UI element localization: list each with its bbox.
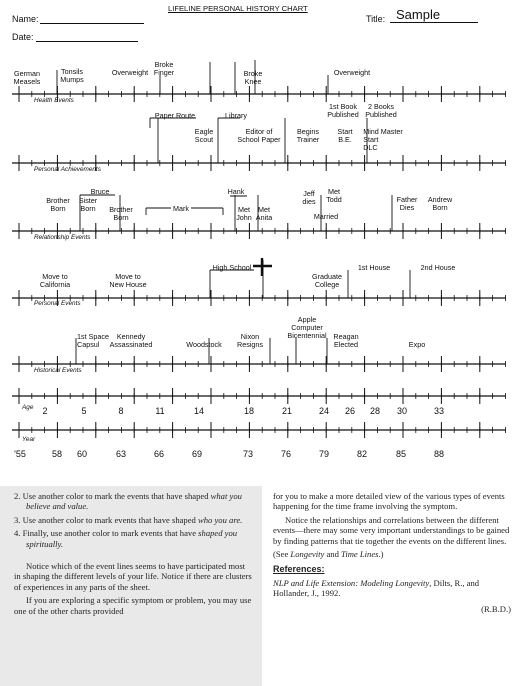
year-label: 88 [433, 449, 445, 459]
event-eagle-scout: Eagle Scout [194, 127, 214, 144]
year-label: 76 [280, 449, 292, 459]
event-german-measels: German Measels [13, 69, 41, 86]
event-move-new-house: Move to New House [109, 272, 147, 289]
band-label-age: Age [22, 404, 34, 411]
relationships-paragraph: Notice the relationships and correlations between the different events—there may some very important understandings to be gained by finding patterns that tie together the events on the different lines. [273, 514, 510, 546]
signature: (R.B.D.) [481, 603, 511, 614]
year-label: 79 [318, 449, 330, 459]
event-overweight-1: Overweight [111, 68, 149, 77]
instruction-4: 4. Finally, use another color to mark events that have shaped you spiritually. [14, 528, 238, 549]
title-value[interactable]: Sample [396, 7, 441, 22]
age-label: 33 [433, 406, 445, 416]
references-heading: References: [273, 564, 325, 575]
event-broke-finger: Broke Finger [153, 60, 175, 77]
event-expo: Expo [408, 340, 426, 349]
age-label: 2 [42, 406, 48, 416]
date-label: Date: [12, 32, 34, 42]
age-label: 11 [155, 406, 165, 416]
event-tonsils-mumps: Tonsils Mumps [60, 67, 84, 84]
age-label: 5 [81, 406, 87, 416]
event-1st-space-capsul: 1st Space Capsul [77, 332, 109, 349]
event-met-anita: Met Anita [255, 205, 273, 222]
event-2-books: 2 Books Published [365, 102, 397, 119]
event-woodstock: Woodstock [186, 340, 222, 349]
event-nixon-resigns: Nixon Resigns [237, 332, 263, 349]
age-label: 14 [193, 406, 205, 416]
instruction-2: 2. Use another color to mark the events that have shaped what you believe and value. [14, 491, 242, 512]
event-1st-book: 1st Book Published [327, 102, 359, 119]
event-andrew-born: Andrew Born [427, 195, 453, 212]
band-label-personal: Personal Events [34, 300, 81, 307]
age-label: 28 [369, 406, 381, 416]
year-label: 69 [191, 449, 203, 459]
event-bruce: Bruce [90, 187, 110, 196]
event-kennedy-assassinated: Kennedy Assassinated [109, 332, 153, 349]
year-label: 63 [115, 449, 127, 459]
band-label-historical: Historical Events [34, 367, 82, 374]
notice-paragraph: Notice which of the event lines seems to have participated most in shaping the different levels of your life. Notice if there are clusters of experiences in any parts of the sheet. [14, 561, 252, 592]
event-mind-master: Mind Master Start DLC [363, 127, 403, 152]
age-label: 26 [344, 406, 356, 416]
year-label: 82 [356, 449, 368, 459]
see-also: (See Longevity and Time Lines.) [273, 549, 384, 560]
event-paper-route: Paper Route [154, 111, 196, 120]
event-library: Library [225, 111, 247, 120]
event-reagan-elected: Reagan Elected [333, 332, 359, 349]
event-start-be: Start B.E. [337, 127, 353, 144]
event-mark: Mark [173, 204, 189, 213]
event-2nd-house: 2nd House [420, 263, 456, 272]
event-jeff-dies: Jeff dies [302, 189, 316, 206]
event-editor-school-paper: Editor of School Paper [237, 127, 281, 144]
event-married: Married [313, 212, 339, 221]
year-label: 60 [76, 449, 88, 459]
instruction-3: 3. Use another color to mark events that have shaped who you are. [14, 514, 243, 525]
year-label: 66 [153, 449, 165, 459]
detail-paragraph: for you to make a more detailed view of the various types of events happening for the time frame involving the symptom. [273, 491, 505, 512]
event-1st-house: 1st House [357, 263, 391, 272]
age-label: 21 [281, 406, 293, 416]
event-brother-born-1: Brother Born [46, 196, 70, 213]
event-sister-born: Sister Born [78, 196, 98, 213]
symptom-paragraph: If you are exploring a specific symptom or problem, you may use one of the other charts provided [14, 595, 252, 616]
event-broke-knee: Broke Knee [243, 69, 263, 86]
name-label: Name: [12, 14, 39, 24]
event-overweight-2: Overweight [333, 68, 371, 77]
event-hank: Hank [227, 187, 245, 196]
age-label: 8 [118, 406, 124, 416]
event-met-todd: Met Todd [326, 187, 342, 204]
year-label: 58 [51, 449, 63, 459]
event-apple-bicentennial: Apple Computer Bicentennial [287, 315, 327, 340]
instructions-section [0, 486, 523, 686]
event-high-school: High School [212, 263, 252, 272]
event-graduate-college: Graduate College [312, 272, 342, 289]
left-column [0, 486, 262, 686]
year-label: '55 [14, 449, 26, 459]
event-met-john: Met John [236, 205, 252, 222]
event-move-california: Move to California [39, 272, 71, 289]
band-label-relationship: Relationship Events [34, 234, 91, 241]
event-brother-born-2: Brother Born [109, 205, 133, 222]
event-begins-trainer: Begins Trainer [296, 127, 320, 144]
right-column [269, 486, 519, 686]
band-label-health: Health Events [34, 97, 74, 104]
title-label: Title: [366, 14, 386, 24]
band-label-year: Year [22, 436, 36, 443]
year-label: 85 [395, 449, 407, 459]
year-label: 73 [242, 449, 254, 459]
reference-entry: NLP and Life Extension: Modeling Longevity, Dilts, R., and Hollander, J., 1992. [273, 577, 480, 599]
band-label-achievements: Personal Achievements [34, 166, 101, 173]
event-father-dies: Father Dies [396, 195, 418, 212]
age-label: 18 [243, 406, 255, 416]
chart-title: LIFELINE PERSONAL HISTORY CHART [168, 4, 308, 13]
age-label: 30 [396, 406, 408, 416]
age-label: 24 [318, 406, 330, 416]
